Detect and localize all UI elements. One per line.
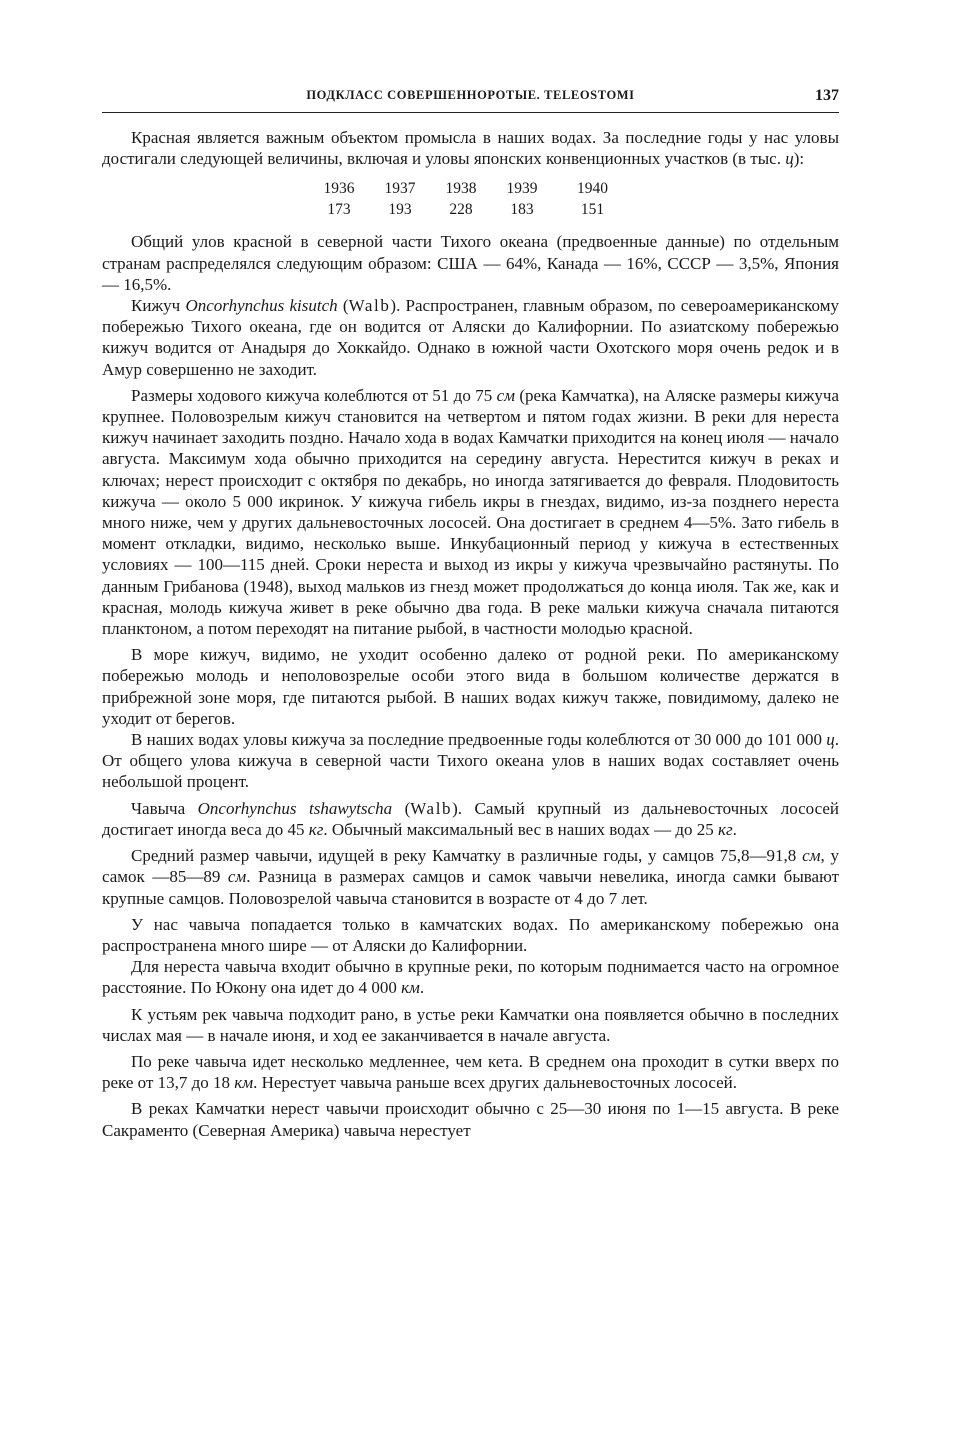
paragraph-kizhuch-catches: В наших водах уловы кижуча за последние предвоенные годы колеблются от 30 000 до 101 000 ц. От общего улова кижуча в северной части Тихого океана улов в наших водах составляет очень небольшой процент. — [102, 730, 839, 792]
catch-table — [102, 178, 839, 220]
catch-value-cell: 183 — [510, 201, 534, 219]
paragraph-kizhuch-size: Размеры ходового кижуча колеблются от 51 до 75 см (река Камчатка), на Аляске размеры кижуча крупнее. Половозрелым кижуч становится на четвертом и пятом годах жизни. В реки для нереста кижуч начинает заходить поздно. Начало хода в водах Камчатки приходится на конец июля — начало августа. Максимум хода обычно приходится на середину августа. Нерестится кижуч в реках и ключах; нерест происходит с октября по декабрь, но иногда затягивается до февраля. Плодовитость кижуча — около 5 000 икринок. У кижуча гибель икры в гнездах, видимо, из-за позднего нереста много ниже, чем у других дальневосточных лососей. Она достигает в среднем 4—5%. Зато гибель в момент откладки, видимо, несколько выше. Инкубационный период у кижуча в естественных условиях — 100—115 дней. Сроки нереста и выход из икры у кижуча чрезвычайно растянуты. По данным Грибанова (1948), выход мальков из гнезд может продолжаться до конца июля. Так же, как и красная, молодь кижуча живет в реке обычно два года. В реке мальки кижуча сначала питаются планктоном, а потом переходят на питание рыбой, в частности молодью красной. — [102, 385, 839, 639]
paragraph-chavycha-spawn-rivers: Для нереста чавыча входит обычно в крупные реки, по которым поднимается часто на огромное расстояние. По Юкону она идет до 4 000 км. — [102, 957, 839, 998]
paragraph-chavycha-range: У нас чавыча попадается только в камчатских водах. По американскому побережью она распространена много шире — от Аляски до Калифорнии. — [102, 914, 839, 955]
species-latin-name: Oncorhynchus tshawytscha — [197, 798, 393, 818]
catch-year-cell: 1936 — [323, 180, 355, 198]
paragraph-chavycha-size: Средний размер чавычи, идущей в реку Камчатку в различные годы, у самцов 75,8—91,8 см, у самок —85—89 см. Разница в размерах самцов и самок чавычи невелика, иногда самки бывают крупные самцов. Половозрелой чавыча становится в возрасте от 4 до 7 лет. — [102, 846, 839, 908]
paragraph-kizhuch: Кижуч Oncorhynchus kisutch (Walb). Распространен, главным образом, по североамериканскому побережью Тихого океана, где он водится от Аляски до Калифорнии. По азиатскому побережью кижуч водится от Анадыря до Хоккайдо. Однако в южной части Охотского моря очень редок и в Амур совершенно не заходит. — [102, 296, 839, 379]
catch-year-cell: 1938 — [445, 180, 477, 198]
running-title: ПОДКЛАСС СОВЕРШЕННОРОТЫЕ. TELEOSTOMI — [306, 88, 635, 102]
paragraph-chavycha: Чавыча Oncorhynchus tshawytscha (Walb). Самый крупный из дальневосточных лососей достигает иногда веса до 45 кг. Обычный максимальный вес в наших водах — до 25 кг. — [102, 798, 839, 839]
catch-year-cell: 1940 — [577, 180, 608, 198]
species-author: Walb — [410, 798, 453, 818]
species-author: Walb — [348, 296, 391, 316]
catch-value-cell: 193 — [388, 201, 412, 219]
running-head — [102, 88, 839, 113]
catch-table-values-row — [309, 199, 633, 220]
paragraph-chavycha-mouth: К устьям рек чавыча подходит рано, в устье реки Камчатки она появляется обычно в последних числах мая — в начале июня, и ход ее заканчивается в начале августа. — [102, 1004, 839, 1045]
catch-value-cell: 151 — [580, 201, 605, 219]
catch-value-cell: 173 — [327, 201, 351, 219]
paragraph-chavycha-speed: По реке чавыча идет несколько медленнее, чем кета. В среднем она проходит в сутки вверх по реке от 13,7 до 18 км. Нерестует чавыча раньше всех других дальневосточных лососей. — [102, 1051, 839, 1093]
paragraph-intro: Красная является важным объектом промысла в наших водах. За последние годы у нас уловы достигали следующей величины, включая и уловы японских конвенционных участков (в тыс. ц): — [102, 128, 839, 169]
catch-table-years-row — [309, 178, 633, 199]
paragraph-chavycha-spawn-dates: В реках Камчатки нерест чавычи происходит обычно с 25—30 июня по 1—15 августа. В реке Сакраменто (Северная Америка) чавыча нерестует — [102, 1099, 839, 1140]
page-number: 137 — [815, 87, 839, 104]
catch-year-cell: 1937 — [384, 180, 416, 198]
catch-year-cell: 1939 — [506, 180, 538, 198]
catch-value-cell: 228 — [449, 201, 473, 219]
paragraph-kizhuch-sea: В море кижуч, видимо, не уходит особенно далеко от родной реки. По американскому побережью молодь и неполовозрелые особи этого вида в большом количестве держатся в прибрежной зоне моря, где питаются рыбой. В наших водах кижуч также, повидимому, далеко не уходит от берегов. — [102, 645, 839, 728]
paragraph-total-catch: Общий улов красной в северной части Тихого океана (предвоенные данные) по отдельным странам распределялся следующим образом: США — 64%, Канада — 16%, СССР — 3,5%, Япония — 16,5%. — [102, 232, 839, 294]
species-latin-name: Oncorhynchus kisutch — [185, 296, 338, 316]
